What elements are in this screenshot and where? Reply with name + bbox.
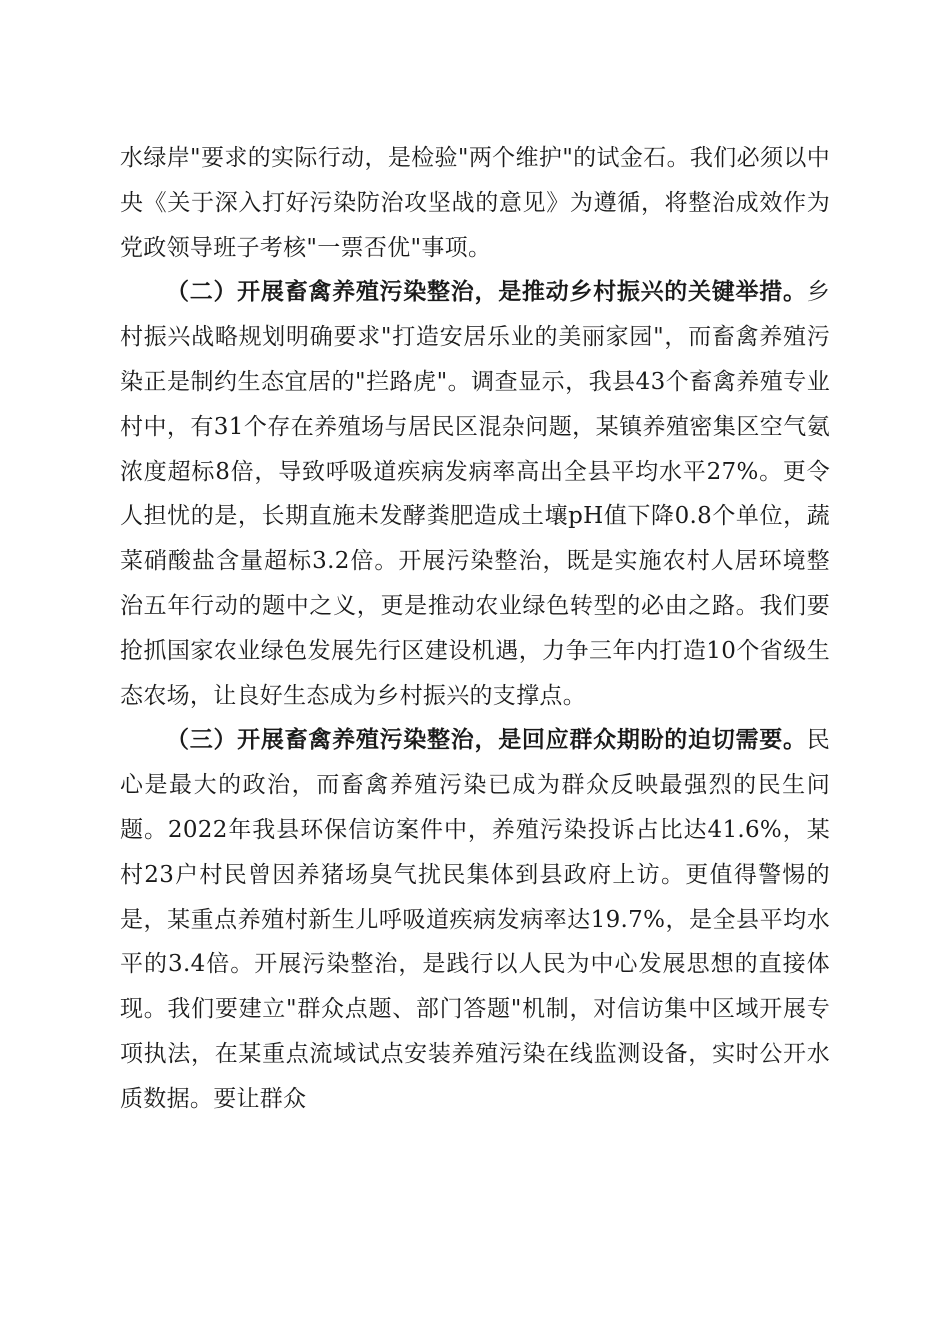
section-2-body: 乡村振兴战略规划明确要求"打造安居乐业的美丽家园"，而畜禽养殖污染正是制约生态宜居的"拦路虎"。调查显示，我县43个畜禽养殖专业村中，有31个存在养殖场与居民区混杂问题，某镇养殖密集区空气氨浓度超标8倍，导致呼吸道疾病发病率高出全县平均水平27%。更令人担忧的是，长期直施未发酵粪肥造成土壤pH值下降0.8个单位，蔬菜硝酸盐含量超标3.2倍。开展污染整治，既是实施农村人居环境整治五年行动的题中之义，更是推动农业绿色转型的必由之路。我们要抢抓国家农业绿色发展先行区建设机遇，力争三年内打造10个省级生态农场，让良好生态成为乡村振兴的支撑点。 (120, 279, 830, 709)
paragraph-3 (120, 718, 830, 1121)
paragraph-1: 水绿岸"要求的实际行动，是检验"两个维护"的试金石。我们必须以中央《关于深入打好污染防治攻坚战的意见》为遵循，将整治成效作为党政领导班子考核"一票否优"事项。 (120, 145, 830, 261)
section-3-body: 民心是最大的政治，而畜禽养殖污染已成为群众反映最强烈的民生问题。2022年我县环保信访案件中，养殖污染投诉占比达41.6%，某村23户村民曾因养猪场臭气扰民集体到县政府上访。更值得警惕的是，某重点养殖村新生儿呼吸道疾病发病率达19.7%，是全县平均水平的3.4倍。开展污染整治，是践行以人民为中心发展思想的直接体现。我们要建立"群众点题、部门答题"机制，对信访集中区域开展专项执法，在某重点流域试点安装养殖污染在线监测设备，实时公开水质数据。要让群众 (120, 727, 830, 1112)
document-body (120, 136, 830, 1122)
section-2-heading: （二）开展畜禽养殖污染整治，是推动乡村振兴的关键举措。 (166, 278, 807, 306)
paragraph-2 (120, 270, 830, 718)
section-3-heading: （三）开展畜禽养殖污染整治，是回应群众期盼的迫切需要。 (166, 726, 807, 754)
